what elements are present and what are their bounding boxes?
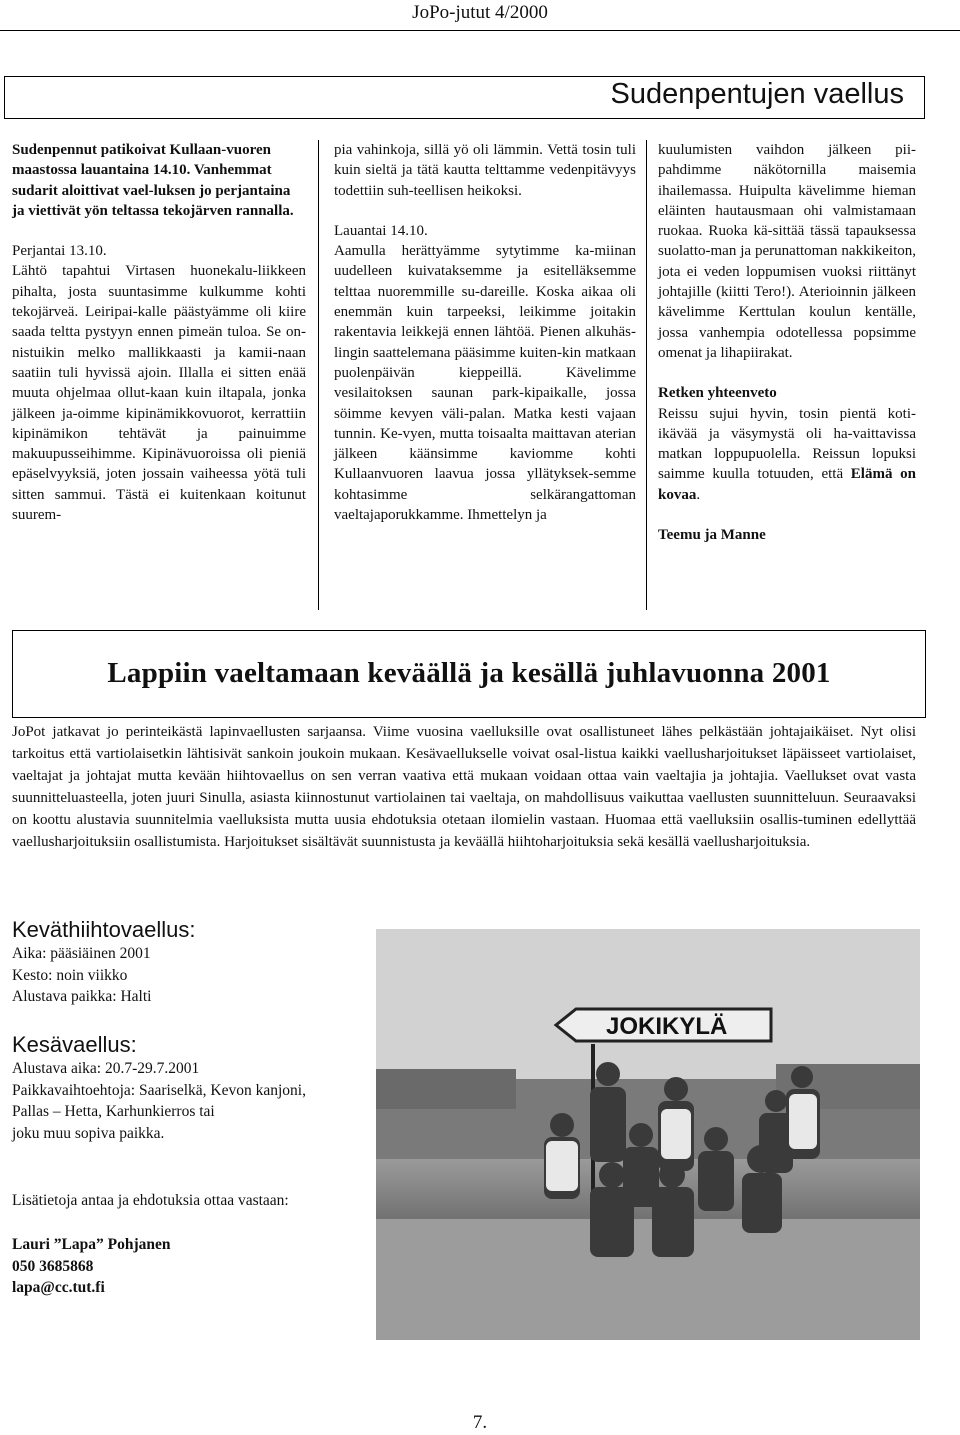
summer-line-3: Pallas – Hetta, Karhunkierros tai bbox=[12, 1103, 215, 1120]
authors: Teemu ja Manne bbox=[658, 527, 766, 544]
contact-name: Lauri ”Lapa” Pohjanen bbox=[12, 1236, 171, 1253]
column-divider-2 bbox=[646, 140, 647, 610]
spring-heading: Keväthiihtovaellus: bbox=[12, 917, 196, 942]
article2-title-box bbox=[12, 630, 926, 718]
summer-line-1: Alustava aika: 20.7-29.7.2001 bbox=[12, 1060, 200, 1077]
summer-hike-block bbox=[12, 1032, 372, 1144]
article-column-2 bbox=[334, 140, 636, 525]
contact-email: lapa@cc.tut.fi bbox=[12, 1279, 105, 1296]
article-title-box bbox=[4, 76, 925, 119]
saturday-heading: Lauantai 14.10. bbox=[334, 222, 428, 239]
night-text: pia vahinkoja, sillä yö oli lämmin. Vettä tosin tuli kuin sieltä ja tätä kautta telttamme vedenpitävyys todettiin suh-teellisen heikoksi. bbox=[334, 142, 636, 199]
contact-phone: 050 3685868 bbox=[12, 1257, 94, 1275]
article2-title: Lappiin vaeltamaan keväällä ja kesällä juhlavuonna 2001 bbox=[107, 657, 831, 689]
summary-heading: Retken yhteenveto bbox=[658, 385, 777, 402]
article-title: Sudenpentujen vaellus bbox=[610, 78, 904, 110]
article-column-1 bbox=[12, 140, 306, 525]
article2-body: JoPot jatkavat jo perinteikästä lapinvaellusten sarjaansa. Viime vuosina vaelluksille ovat osallistuneet lähes pelkästään johtajaikäiset. Nyt olisi tarkoitus että vartiolaisetkin lähtisivät sankoin joukoin mukaan. Kesävaellukselle voivat osal-listua kaikki vaellusharjoitukset läpäisseet vartiolaiset, vaeltajat ja johtajat mutta kevään hiihtovaellus on sen verran vaativa että mukaan voidaan ottaa vain vaeltajia ja johtajia. Vaellukset ovat vasta suunnitteluasteella, joten juuri Sinulla, asiasta kiinnostunut vartiolainen tai vaeltaja, on mahdollisuus vaikuttaa vaellusten suunnitteluun. Seuraavaksi on koottu alustavia suunnitelmia vaelluksista mutta uusia ehdotuksia otetaan ilomielin vastaan. Huomaa että vaelluksiin osallis-tuminen edellyttää vaellusharjoituksiin osallistumista. Harjoitukset sisältävät suunnistusta ja keväällä hiihtoharjoituksia sekä kesällä vaellusharjoituksia. bbox=[12, 724, 916, 850]
group-photo bbox=[376, 929, 920, 1340]
friday-text: Lähtö tapahtui Virtasen huonekalu-liikkeen pihalta, josta suuntasimme kulkumme kohti tekojärveä. Leiripai-kalle päästyämme oli kiire saada teltta pystyyn ennen pimeän tuloa. Se on-nistuikin melko mallikkaasti ja kamii-naan saatiin tuli hyvissä ajoin. Illalla ei sitten enää muuta ohjelmaa ollut-kaan kuin iltapala, jonka jälkeen ja-oimme kipinämikkovuorot, kerrattiin kipinämikon tehtävät ja painuimme makuupusseihimme. Kipinävuoroissa oli pieniä epäselvyyksiä, joten jossain vaiheessa yötä tuli sitten sammui. Tästä ei kuitenkaan koitunut suurem- bbox=[12, 263, 306, 524]
hike-text: kuulumisten vaihdon jälkeen pii-pahdimme näkötornilla maisemia ihailemassa. Huipulta kävelimme hieman eläinten hautausmaan ohi valmistamaan ruokaa. Ruoka kä-sittää tässä tapauksessa suolatto-man ja perunattoman nakkikeiton, jota ei veden loppumisen vuoksi riittänyt johtajille (kiitti Tero!). Aterioinnin jälkeen kävelimme Kerttulan koulun kentälle, jossa vanhempia odotellessa popsimme omenat ja lihapiirakat. bbox=[658, 142, 916, 361]
summary-text-body: Reissu sujui hyvin, tosin pientä koti-ikävää ja väsymystä oli ha-vaittavissa matkan loppupuolella. Reissun lopuksi saimme kuulla totuuden, että bbox=[658, 405, 916, 483]
group-photo-illustration bbox=[376, 929, 920, 1340]
summer-line-4: joku muu sopiva paikka. bbox=[12, 1124, 165, 1142]
article-lead: Sudenpennut patikoivat Kullaan-vuoren maastossa lauantaina 14.10. Vanhemmat sudarit aloittivat vael-luksen jo perjantaina ja viettivät yön teltassa tekojärven rannalla. bbox=[12, 142, 294, 219]
publication-header: JoPo-jutut 4/2000 bbox=[412, 2, 548, 23]
spring-line-3: Alustava paikka: Halti bbox=[12, 988, 152, 1005]
header-rule bbox=[0, 30, 960, 31]
spring-line-2: Kesto: noin viikko bbox=[12, 966, 128, 984]
friday-heading: Perjantai 13.10. bbox=[12, 243, 107, 260]
photo-road-sign: JOKIKYLÄ bbox=[606, 1013, 728, 1040]
page-number: 7. bbox=[472, 1412, 488, 1433]
summary-bold: Elämä on kovaa bbox=[658, 466, 916, 503]
spring-line-1: Aika: pääsiäinen 2001 bbox=[12, 945, 151, 962]
saturday-text: Aamulla herättyämme sytytimme ka-miinan uudelleen kuivataksemme ja esitelläksemme telttaa nuoremmille su-dareille. Koska aikaa oli enemmän kuin tarpeeksi, leikimme joitakin rakentavia leikkejä ennen lähtöä. Pienen alkuhäs-lingin saattelemana pääsimme kuiten-kin matkaan puolenpäivän kieppeillä. Kävelimme vesilaitoksen saunan park-kipaikalle, jossa söimme kevyen väli-palan. Matka kesti vajaan tunnin. Ke-vyen, mutta toisaalta maittavan aterian jälkeen käänsimme kaviomme kohti Kullaanvuoren laavua jossa yllätyksek-semme kohtasimme selkärangattoman vaeltajaporukkamme. Ihmettelyn ja bbox=[334, 243, 636, 524]
contact-block bbox=[12, 1234, 372, 1299]
article-column-3 bbox=[658, 140, 916, 545]
column-divider-1 bbox=[318, 140, 319, 610]
summer-heading: Kesävaellus: bbox=[12, 1032, 137, 1057]
spring-hike-block bbox=[12, 917, 372, 1008]
summary-end: . bbox=[696, 486, 701, 503]
summer-line-2: Paikkavaihtoehtoja: Saariselkä, Kevon kanjoni, bbox=[12, 1081, 306, 1099]
contact-intro: Lisätietoja antaa ja ehdotuksia ottaa vastaan: bbox=[12, 1192, 289, 1209]
summary-text bbox=[658, 404, 916, 505]
